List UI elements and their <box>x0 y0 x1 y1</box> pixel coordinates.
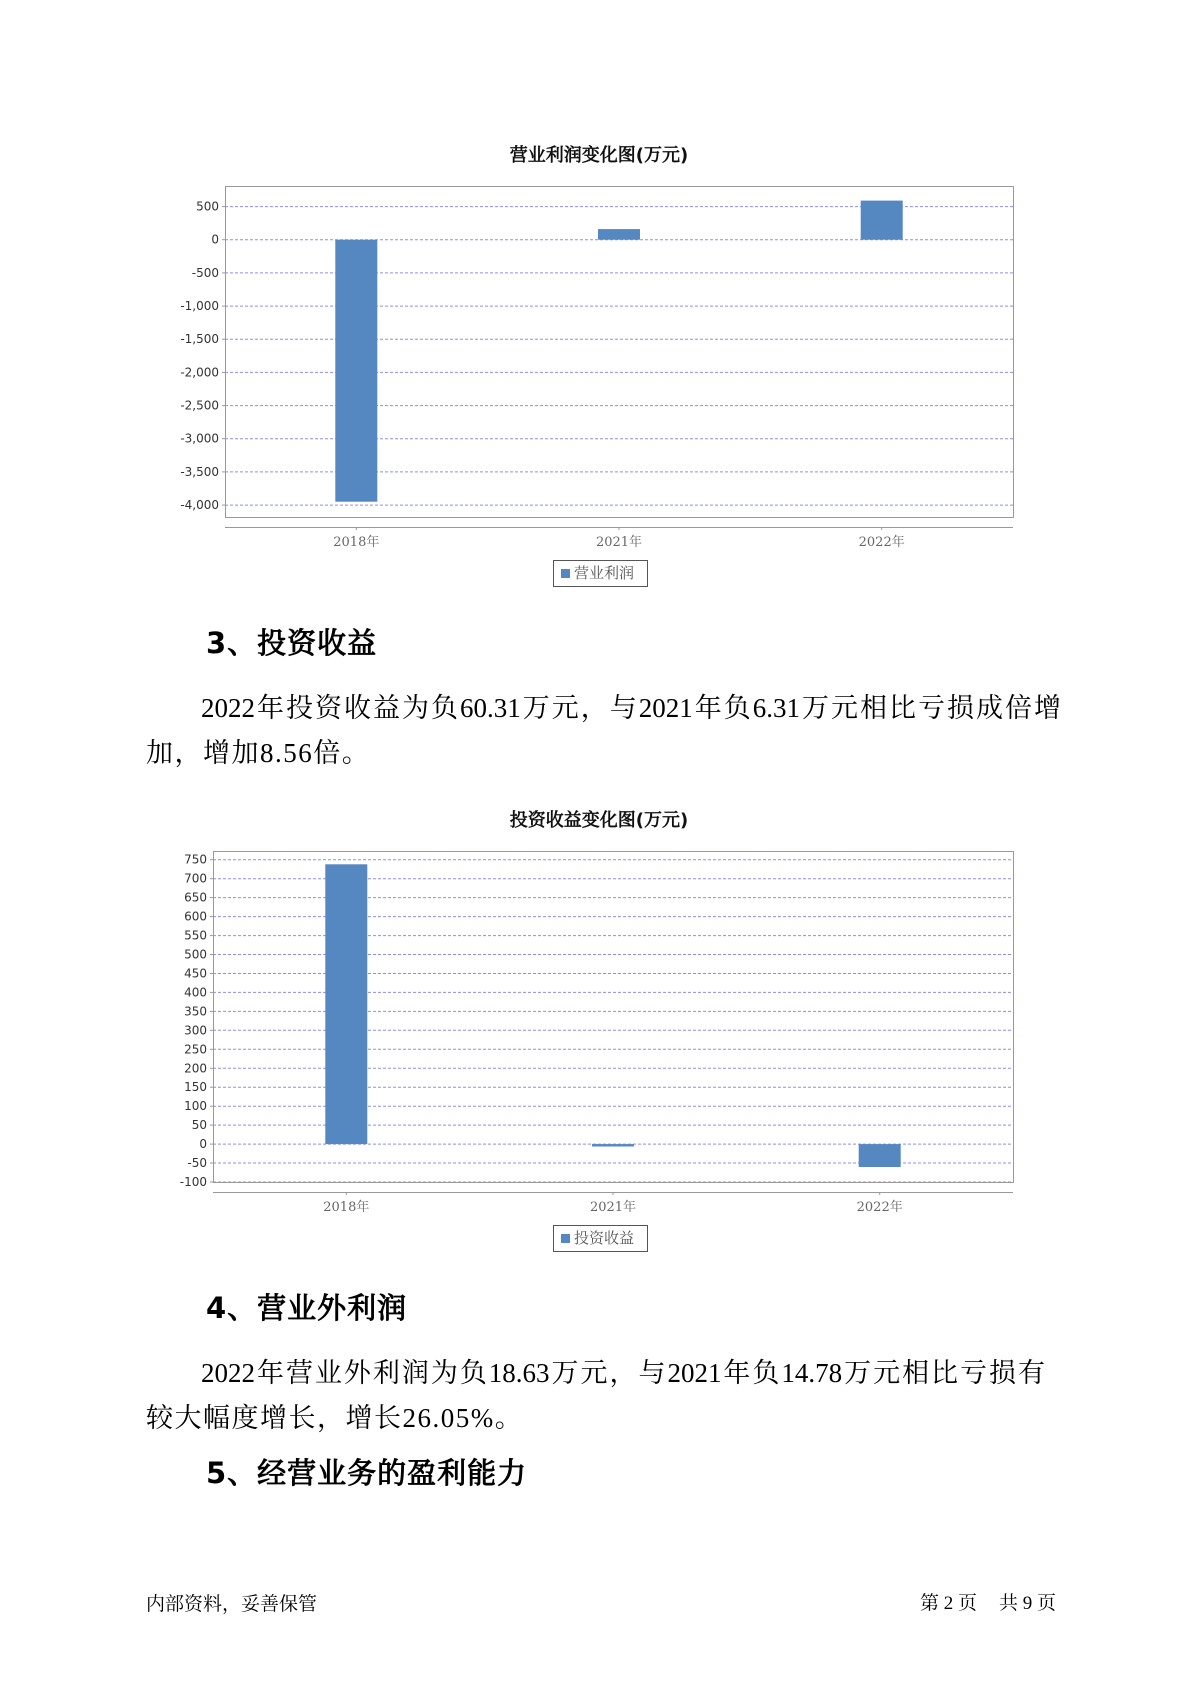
y-tick-label: 50 <box>191 1118 207 1133</box>
x-tick-label: 2018年 <box>333 535 380 550</box>
y-tick-label: -1,000 <box>180 299 219 314</box>
bar-2022 <box>861 201 903 240</box>
y-tick-label: 600 <box>184 909 207 924</box>
page-number <box>920 1592 1056 1616</box>
paragraph-line: 较大幅度增长，增长26.05%。 <box>146 1403 524 1433</box>
y-tick-label: 500 <box>184 947 207 962</box>
y-tick-label: -2,500 <box>180 398 219 413</box>
operating-profit-chart <box>0 120 1191 600</box>
y-tick-label: 100 <box>184 1099 207 1114</box>
legend <box>554 1226 648 1252</box>
bar-2018 <box>335 240 377 502</box>
y-tick-label: 550 <box>184 928 207 943</box>
section-heading-profitability: 5、经营业务的盈利能力 <box>206 1456 528 1490</box>
y-tick-label: 0 <box>199 1137 207 1152</box>
y-tick-label: -500 <box>191 265 219 280</box>
paragraph-line: 2022年营业外利润为负18.63万元，与2021年负14.78万元相比亏损有 <box>201 1358 1045 1388</box>
bar-2021 <box>592 1144 634 1146</box>
confidentiality-note: 内部资料，妥善保管 <box>146 1593 318 1615</box>
y-tick-label: -2,000 <box>180 365 219 380</box>
y-tick-label: 650 <box>184 890 207 905</box>
y-tick-label: -100 <box>179 1175 207 1189</box>
x-tick-label: 2022年 <box>856 1200 903 1215</box>
legend-swatch <box>561 569 570 578</box>
y-tick-label: 350 <box>184 1004 207 1019</box>
legend <box>554 561 648 587</box>
y-tick-label: -4,000 <box>180 498 219 513</box>
section-heading-investment-income: 3、投资收益 <box>206 626 378 660</box>
legend-label: 投资收益 <box>574 1229 635 1247</box>
y-tick-label: -1,500 <box>180 332 219 347</box>
x-tick-label: 2018年 <box>323 1200 370 1215</box>
y-tick-label: 450 <box>184 966 207 981</box>
chart-title: 投资收益变化图(万元) <box>509 810 689 831</box>
y-tick-label: 300 <box>184 1023 207 1038</box>
bar-2021 <box>598 229 640 240</box>
section-heading-non-operating-profit: 4、营业外利润 <box>206 1291 408 1325</box>
legend-label: 营业利润 <box>574 564 635 582</box>
bar-2022 <box>859 1144 901 1167</box>
investment-income-chart <box>0 785 1191 1265</box>
y-tick-label: -3,500 <box>180 464 219 479</box>
paragraph-line: 2022年投资收益为负60.31万元，与2021年负6.31万元相比亏损成倍增 <box>201 693 1061 723</box>
y-tick-label: 200 <box>184 1061 207 1076</box>
legend-swatch <box>561 1234 570 1243</box>
y-tick-label: 400 <box>184 985 207 1000</box>
y-tick-label: 700 <box>184 871 207 886</box>
x-tick-label: 2022年 <box>858 535 905 550</box>
chart-title: 营业利润变化图(万元) <box>509 145 689 166</box>
total-pages-label: 共 9 页 <box>998 1593 1056 1614</box>
y-tick-label: 150 <box>184 1080 207 1095</box>
bar-2018 <box>325 864 367 1144</box>
y-tick-label: -3,000 <box>180 431 219 446</box>
x-tick-label: 2021年 <box>589 1200 637 1215</box>
x-tick-label: 2021年 <box>595 535 643 550</box>
y-tick-label: 250 <box>184 1042 207 1057</box>
current-page-label: 第 2 页 <box>919 1593 977 1614</box>
paragraph-line: 加，增加8.56倍。 <box>146 738 371 768</box>
y-tick-label: 0 <box>211 232 219 247</box>
y-tick-label: 500 <box>196 199 219 214</box>
y-tick-label: -50 <box>187 1156 207 1170</box>
y-tick-label: 750 <box>184 852 207 867</box>
